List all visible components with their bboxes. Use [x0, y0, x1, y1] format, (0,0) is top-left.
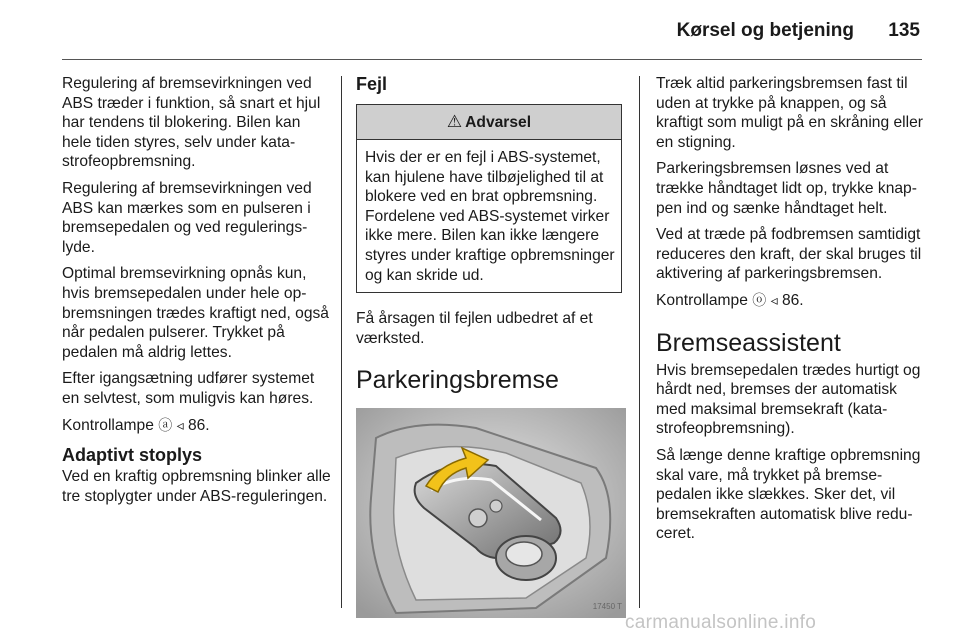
paragraph: Få årsagen til fejlen udbedret af et værksted. [356, 310, 593, 347]
parking-brake-illustration [356, 408, 626, 618]
page-header [0, 0, 960, 60]
paragraph: Så længe denne kraftige opbremsning skal vare, må trykket på bremsepedalen ikke slækkes. Sker det, vil bremsekraften automatisk blive reduceret. [656, 446, 921, 543]
paragraph: Optimal bremsevirkning opnås kun, hvis bremsepedalen under hele opbremsningen trædes kraftigt ned, også når pedalen pulserer. Trykket på pedalen må aldrig lettes. [62, 265, 329, 361]
column-divider-1 [341, 76, 342, 608]
control-lamp-label: Kontrollampe [62, 416, 154, 434]
paragraph: Regulering af bremsevirkningen ved ABS træder i funktion, så snart et hjul har tendens til blokering. Bilen kan hele tiden styres, selv under katastrofeopbremsning. [62, 75, 321, 171]
warning-text: Hvis der er en fejl i ABS-systemet, kan hjulene have tilbøjelighed til at blokere ved en brat opbremsning. Fordelene ved ABS-systemet virker ikke mere. Bilen kan ikke længere styres under kraftige opbremsninger og kan skride ud. [365, 149, 615, 284]
warning-header [357, 105, 621, 140]
heading-adaptive-brake-light: Adaptivt stoplys [62, 445, 203, 466]
page-ref-link[interactable]: 86. [187, 416, 210, 434]
control-lamp-reference [656, 291, 926, 311]
column-2 [356, 74, 626, 618]
page-ref-arrow-icon: ◃ [176, 416, 184, 433]
abs-lamp-icon: ⓐ [158, 416, 173, 433]
illustration-code: 17450 T [592, 601, 622, 611]
column-3 [656, 74, 926, 551]
paragraph: Hvis bremsepedalen trædes hurtigt og hårdt ned, bremses der automatisk med maksimal bremsekraft (katastrofeopbremsning). [656, 361, 921, 438]
warning-icon: ⚠ [446, 112, 463, 131]
page-ref-link[interactable]: 86. [781, 291, 804, 309]
paragraph: Efter igangsætning udfører systemet en selvtest, som muligvis kan høres. [62, 370, 315, 407]
control-lamp-reference [62, 416, 332, 436]
warning-box [356, 104, 622, 293]
heading-brake-assist: Bremseassistent [656, 328, 841, 357]
paragraph: Ved en kraftig opbremsning blinker alle tre stoplygter under ABS-reguleringen. [62, 468, 331, 505]
warning-title: Advarsel [465, 114, 532, 131]
page-ref-arrow-icon: ◃ [770, 291, 778, 308]
parking-brake-lamp-icon: ⓞ [752, 291, 767, 308]
header-rule [62, 59, 922, 60]
heading-fault: Fejl [356, 74, 388, 94]
paragraph: Træk altid parkeringsbremsen fast til uden at trykke på knappen, og så kraftigt som muligt på en skråning eller en stigning. [656, 75, 923, 151]
column-divider-2 [639, 76, 640, 608]
control-lamp-label: Kontrollampe [656, 291, 748, 309]
paragraph: Parkeringsbremsen løsnes ved at trække håndtaget lidt op, trykke knappen ind og sænke håndtaget helt. [656, 160, 917, 217]
paragraph: Ved at træde på fodbremsen samtidigt reduceres den kraft, der skal bruges til aktivering af parkeringsbremsen. [656, 226, 922, 283]
paragraph: Regulering af bremsevirkningen ved ABS kan mærkes som en pulseren i bremsepedalen og ved reguleringslyde. [62, 179, 312, 256]
page-number: 135 [888, 20, 920, 41]
section-title: Kørsel og betjening [676, 20, 854, 41]
heading-parking-brake: Parkeringsbremse [356, 366, 559, 395]
watermark: carmanualsonline.info [625, 612, 817, 633]
column-1 [62, 74, 332, 513]
parking-brake-illustration-svg [356, 408, 626, 618]
